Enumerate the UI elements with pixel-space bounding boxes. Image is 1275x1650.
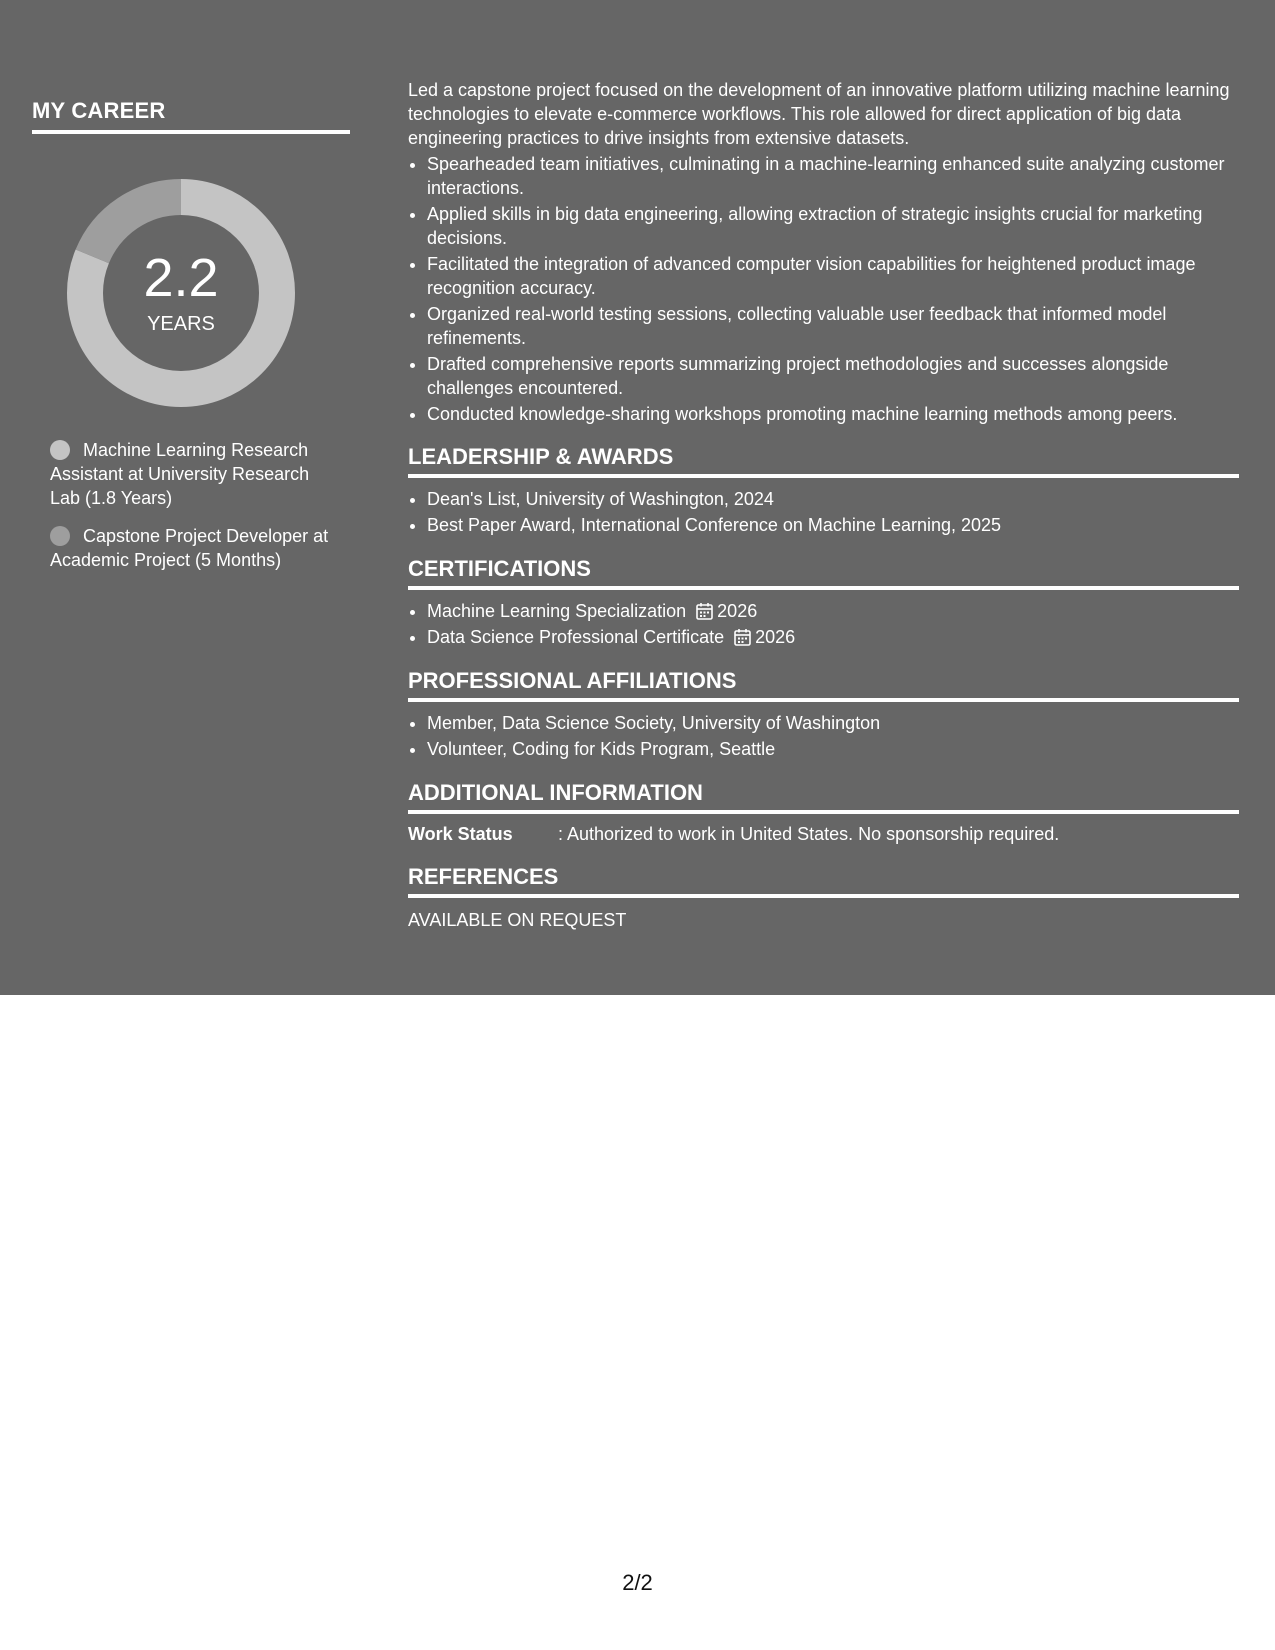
experience-bullet: • Drafted comprehensive reports summarizing project methodologies and successes alongside challenges encountered. xyxy=(427,352,1239,400)
main-content xyxy=(408,78,1239,932)
career-donut-chart xyxy=(66,178,296,408)
experience-bullet: • Conducted knowledge-sharing workshops promoting machine learning methods among peers. xyxy=(427,402,1239,426)
experience-bullets xyxy=(408,152,1239,426)
leadership-item: • Best Paper Award, International Conference on Machine Learning, 2025 xyxy=(427,512,1239,538)
work-status-value: : Authorized to work in United States. No sponsorship required. xyxy=(558,824,1060,844)
career-total-years: 2.2 xyxy=(143,248,219,308)
career-legend-item xyxy=(50,524,340,572)
career-legend-label: Machine Learning Research Assistant at University Research Lab (1.8 Years) xyxy=(50,440,310,508)
affiliations-title: PROFESSIONAL AFFILIATIONS xyxy=(408,668,1239,702)
affiliation-item: • Member, Data Science Society, University of Washington xyxy=(427,710,1239,736)
certification-name: Machine Learning Specialization xyxy=(427,601,687,621)
certification-year: 2026 xyxy=(717,601,758,621)
career-sidebar xyxy=(32,98,350,586)
certification-item xyxy=(427,598,1239,624)
career-legend xyxy=(50,438,340,572)
affiliations-list xyxy=(408,710,1239,762)
career-legend-item xyxy=(50,438,340,510)
affiliation-item: • Volunteer, Coding for Kids Program, Seattle xyxy=(427,736,1239,762)
leadership-item: • Dean's List, University of Washington, 2024 xyxy=(427,486,1239,512)
legend-dot-icon xyxy=(50,440,70,460)
experience-bullet: • Applied skills in big data engineering, allowing extraction of strategic insights crucial for marketing decisions. xyxy=(427,202,1239,250)
calendar-icon xyxy=(696,602,713,620)
certification-name: Data Science Professional Certificate xyxy=(427,627,725,647)
experience-intro: Led a capstone project focused on the development of an innovative platform utilizing machine learning technologies to elevate e-commerce workflows. This role allowed for direct application of big data engineering practices to drive insights from extensive datasets. xyxy=(408,80,1230,148)
career-legend-label: Capstone Project Developer at Academic Project (5 Months) xyxy=(50,526,329,570)
career-total-unit: YEARS xyxy=(147,313,215,335)
career-title: MY CAREER xyxy=(32,98,350,134)
leadership-title: LEADERSHIP & AWARDS xyxy=(408,444,1239,478)
certifications-title: CERTIFICATIONS xyxy=(408,556,1239,590)
leadership-list xyxy=(408,486,1239,538)
donut-center xyxy=(66,178,296,408)
page-number: 2/2 xyxy=(622,1570,653,1595)
additional-info-title: ADDITIONAL INFORMATION xyxy=(408,780,1239,814)
work-status-row xyxy=(408,822,1239,846)
experience-bullet: • Facilitated the integration of advanced computer vision capabilities for heightened product image recognition accuracy. xyxy=(427,252,1239,300)
certifications-list xyxy=(408,598,1239,650)
references-title: REFERENCES xyxy=(408,864,1239,898)
experience-bullet: • Organized real-world testing sessions, collecting valuable user feedback that informed model refinements. xyxy=(427,302,1239,350)
legend-dot-icon xyxy=(50,526,70,546)
experience-bullet: • Spearheaded team initiatives, culminating in a machine-learning enhanced suite analyzing customer interactions. xyxy=(427,152,1239,200)
calendar-icon xyxy=(734,628,751,646)
certification-item xyxy=(427,624,1239,650)
references-text: AVAILABLE ON REQUEST xyxy=(408,910,627,930)
work-status-label: Work Status xyxy=(408,824,513,844)
certification-year: 2026 xyxy=(755,627,796,647)
